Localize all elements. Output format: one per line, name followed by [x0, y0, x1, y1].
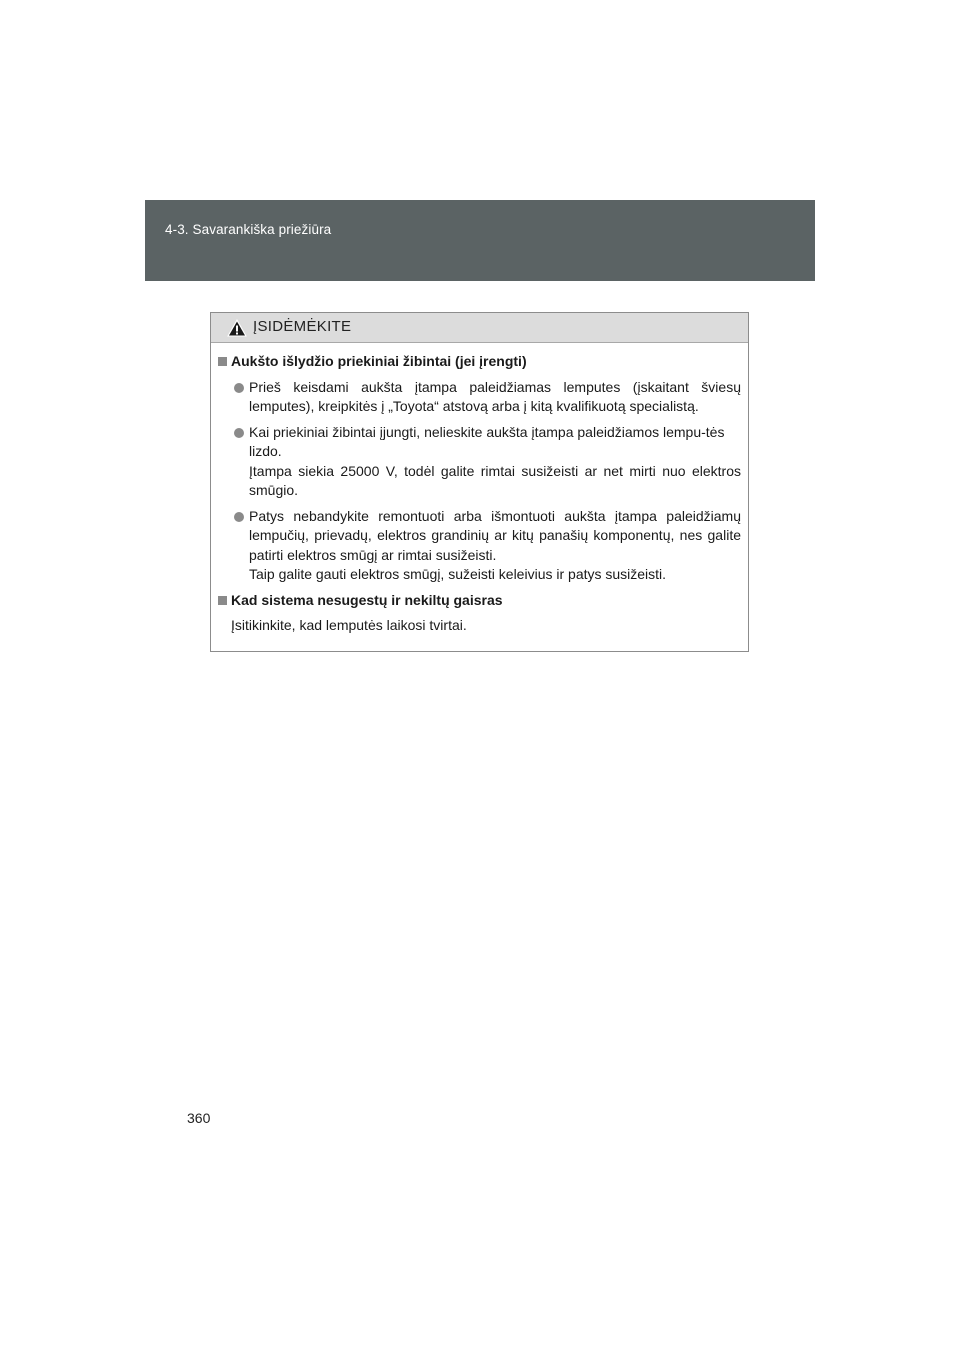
warning-triangle-icon: [227, 319, 247, 337]
section-heading-text: Kad sistema nesugestų ir nekiltų gaisras: [231, 591, 503, 608]
round-bullet-icon: [234, 428, 244, 438]
round-bullet-icon: [234, 383, 244, 393]
list-item: [218, 507, 741, 585]
item-text: Prieš keisdami aukšta įtampa paleidžiamas lemputes (įskaitant šviesų lemputes), kreipkitės į „Toyota“ atstovą arba į kitą kvalifikuotą specialistą.: [249, 378, 741, 414]
section-title: 4-3. Savarankiška priežiūra: [165, 222, 332, 237]
section-text: Įsitikinkite, kad lemputės laikosi tvirtai.: [231, 617, 467, 633]
list-item: [218, 378, 741, 417]
square-bullet-icon: [218, 357, 227, 366]
item-text: Įtampa siekia 25000 V, todėl galite rimtai susižeisti ar net mirti nuo elektros smūgio.: [249, 462, 741, 498]
list-item: [218, 423, 741, 501]
caution-box: [210, 312, 749, 652]
caution-header: [211, 313, 748, 343]
caution-body: [211, 343, 748, 636]
page-number: 360: [187, 1110, 211, 1126]
section-heading: [218, 591, 741, 611]
section-header-band: [145, 200, 815, 281]
section-heading: [218, 352, 741, 372]
section-heading-text: Aukšto išlydžio priekiniai žibintai (jei įrengti): [231, 353, 527, 369]
item-text: Kai priekiniai žibintai įjungti, nelieskite aukšta įtampa paleidžiamos lempu-tės lizdo.: [249, 423, 725, 459]
round-bullet-icon: [234, 512, 244, 522]
item-text: Patys nebandykite remontuoti arba išmontuoti aukšta įtampa paleidžiamų lempučių, prievadų, elektros grandinių ar kitų panašių komponentų, nes galite patirti elektros smūgį ar rimtai susižeisti.: [249, 507, 741, 563]
item-text: Taip galite gauti elektros smūgį, sužeisti keleivius ir patys susižeisti.: [249, 566, 667, 582]
caution-title: ĮSIDĖMĖKITE: [253, 318, 352, 335]
square-bullet-icon: [218, 596, 227, 605]
